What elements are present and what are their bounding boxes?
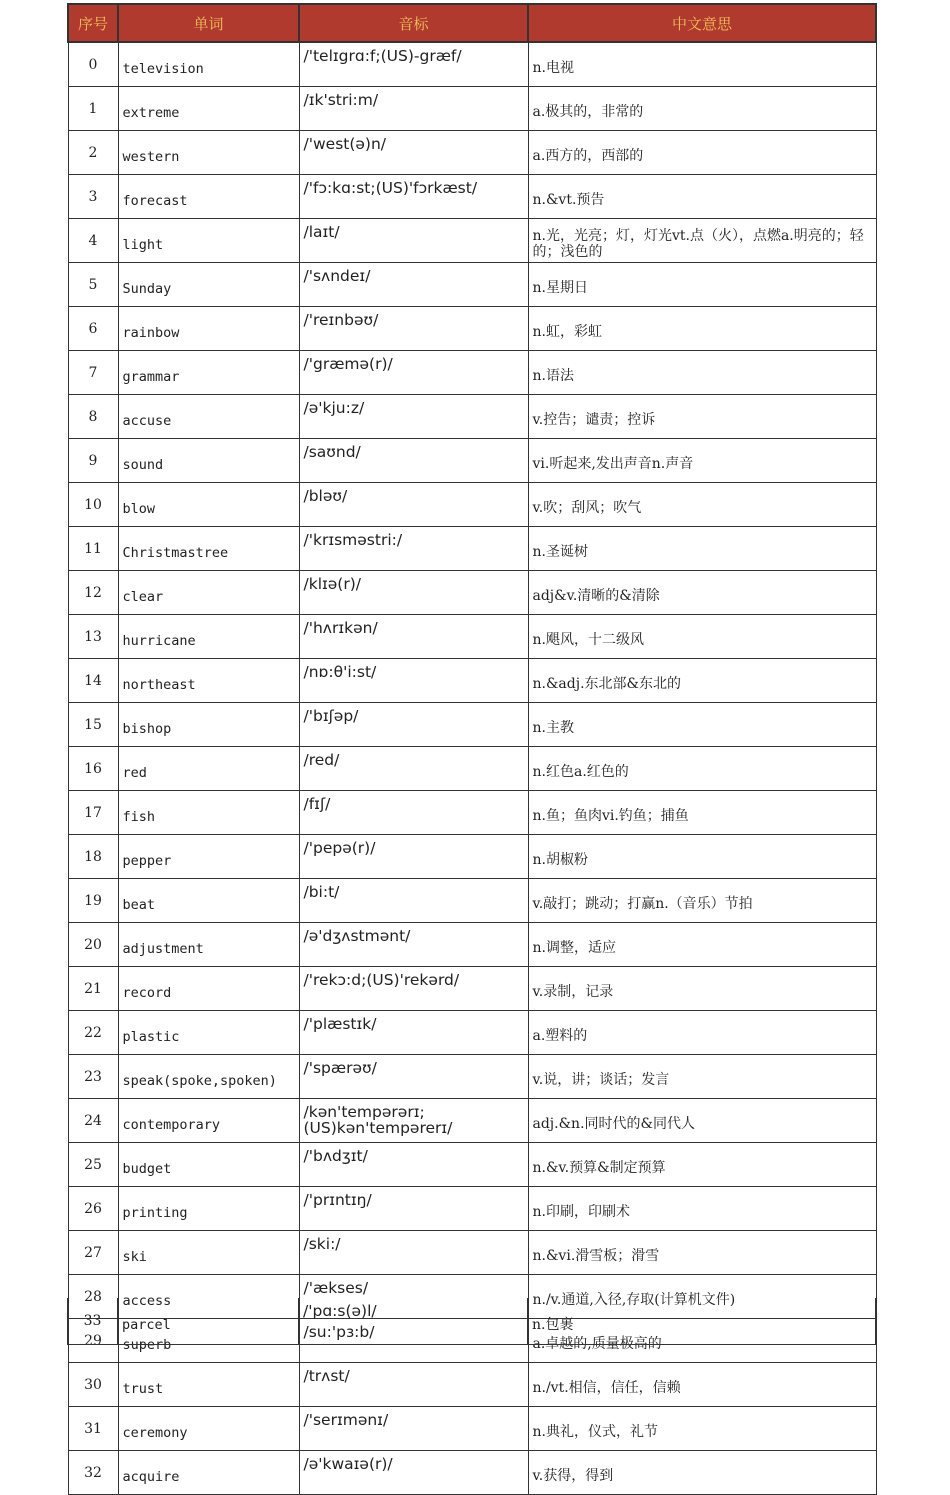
row-phonetic: /'west(ə)n/ bbox=[299, 131, 528, 175]
row-index: 21 bbox=[68, 967, 118, 1011]
row-index: 2 bbox=[68, 131, 118, 175]
row-index: 27 bbox=[68, 1231, 118, 1275]
row-phonetic: /kən'tempərərɪ;(US)kən'tempərerɪ/ bbox=[299, 1099, 528, 1143]
row-word: record bbox=[118, 967, 299, 1011]
row-index: 25 bbox=[68, 1143, 118, 1187]
row-index: 30 bbox=[68, 1363, 118, 1407]
row-word: parcel bbox=[118, 1298, 299, 1345]
row-meaning: v.获得，得到 bbox=[528, 1451, 876, 1495]
row-meaning: n.鱼；鱼肉vi.钓鱼；捕鱼 bbox=[528, 791, 876, 835]
row-index: 8 bbox=[68, 395, 118, 439]
row-meaning: n.&vt.预告 bbox=[528, 175, 876, 219]
row-phonetic: /'reɪnbəʊ/ bbox=[299, 307, 528, 351]
table-row bbox=[68, 1099, 876, 1143]
row-phonetic: /'sʌndeɪ/ bbox=[299, 263, 528, 307]
row-index: 5 bbox=[68, 263, 118, 307]
table-row bbox=[68, 1143, 876, 1187]
row-word: bishop bbox=[118, 703, 299, 747]
row-phonetic: /'serɪmənɪ/ bbox=[299, 1407, 528, 1451]
row-word: forecast bbox=[118, 175, 299, 219]
table-row bbox=[68, 835, 876, 879]
row-phonetic: /bləʊ/ bbox=[299, 483, 528, 527]
row-phonetic: /klɪə(r)/ bbox=[299, 571, 528, 615]
table-row bbox=[68, 1187, 876, 1231]
row-phonetic: /fɪʃ/ bbox=[299, 791, 528, 835]
header-phonetic: 音标 bbox=[299, 4, 528, 42]
row-meaning: n./v.通道,入径,存取(计算机文件) bbox=[528, 1275, 876, 1319]
row-phonetic: /ə'kwaɪə(r)/ bbox=[299, 1451, 528, 1495]
row-phonetic: /'krɪsməstri:/ bbox=[299, 527, 528, 571]
row-word: fish bbox=[118, 791, 299, 835]
row-meaning: v.控告；谴责；控诉 bbox=[528, 395, 876, 439]
row-phonetic: /ski:/ bbox=[299, 1231, 528, 1275]
row-word: Christmastree bbox=[118, 527, 299, 571]
row-phonetic: /'fɔ:kɑ:st;(US)'fɔrkæst/ bbox=[299, 175, 528, 219]
table-row bbox=[68, 747, 876, 791]
table-row bbox=[68, 439, 876, 483]
row-meaning: n.圣诞树 bbox=[528, 527, 876, 571]
row-phonetic: /'rekɔ:d;(US)'rekərd/ bbox=[299, 967, 528, 1011]
table-row bbox=[68, 175, 876, 219]
table-row bbox=[68, 571, 876, 615]
continued-table-body bbox=[68, 1298, 876, 1345]
row-phonetic: /'prɪntɪŋ/ bbox=[299, 1187, 528, 1231]
row-index: 23 bbox=[68, 1055, 118, 1099]
table-row bbox=[68, 483, 876, 527]
continued-table bbox=[67, 1298, 876, 1345]
row-index: 20 bbox=[68, 923, 118, 967]
row-meaning: n.&v.预算&制定预算 bbox=[528, 1143, 876, 1187]
row-word: accuse bbox=[118, 395, 299, 439]
row-index: 22 bbox=[68, 1011, 118, 1055]
row-index: 13 bbox=[68, 615, 118, 659]
row-index: 24 bbox=[68, 1099, 118, 1143]
table-row bbox=[68, 87, 876, 131]
row-word: western bbox=[118, 131, 299, 175]
row-phonetic: /saʊnd/ bbox=[299, 439, 528, 483]
row-phonetic: /red/ bbox=[299, 747, 528, 791]
row-word: trust bbox=[118, 1363, 299, 1407]
row-word: pepper bbox=[118, 835, 299, 879]
row-index: 31 bbox=[68, 1407, 118, 1451]
table-row bbox=[68, 1363, 876, 1407]
row-phonetic: /su:'pɜ:b/ bbox=[299, 1319, 528, 1363]
row-phonetic: /ə'kju:z/ bbox=[299, 395, 528, 439]
row-index: 3 bbox=[68, 175, 118, 219]
table-row bbox=[68, 615, 876, 659]
header-row bbox=[68, 4, 876, 42]
row-meaning: n.&vi.滑雪板；滑雪 bbox=[528, 1231, 876, 1275]
row-word: printing bbox=[118, 1187, 299, 1231]
row-index: 14 bbox=[68, 659, 118, 703]
row-word: ski bbox=[118, 1231, 299, 1275]
row-index: 6 bbox=[68, 307, 118, 351]
row-word: northeast bbox=[118, 659, 299, 703]
row-meaning: n.星期日 bbox=[528, 263, 876, 307]
row-word: hurricane bbox=[118, 615, 299, 659]
table-row bbox=[68, 1231, 876, 1275]
row-phonetic: /ə'dʒʌstmənt/ bbox=[299, 923, 528, 967]
vocabulary-table-container bbox=[67, 3, 875, 1495]
header-word: 单词 bbox=[118, 4, 299, 42]
header-meaning: 中文意思 bbox=[528, 4, 876, 42]
row-index: 15 bbox=[68, 703, 118, 747]
row-meaning: vi.听起来,发出声音n.声音 bbox=[528, 439, 876, 483]
row-word: access bbox=[118, 1275, 299, 1319]
row-word: plastic bbox=[118, 1011, 299, 1055]
row-meaning: a.卓越的,质量极高的 bbox=[528, 1319, 876, 1363]
row-meaning: v.说，讲；谈话；发言 bbox=[528, 1055, 876, 1099]
row-phonetic: /nɒ:θ'i:st/ bbox=[299, 659, 528, 703]
row-meaning: n./vt.相信，信任，信赖 bbox=[528, 1363, 876, 1407]
row-phonetic: /'græmə(r)/ bbox=[299, 351, 528, 395]
row-index: 11 bbox=[68, 527, 118, 571]
row-index: 32 bbox=[68, 1451, 118, 1495]
row-word: rainbow bbox=[118, 307, 299, 351]
table-row bbox=[68, 703, 876, 747]
table-row bbox=[68, 1298, 876, 1345]
row-index: 28 bbox=[68, 1275, 118, 1319]
row-word: budget bbox=[118, 1143, 299, 1187]
row-phonetic: /'pepə(r)/ bbox=[299, 835, 528, 879]
row-index: 9 bbox=[68, 439, 118, 483]
row-meaning: adj&v.清晰的&清除 bbox=[528, 571, 876, 615]
row-index: 1 bbox=[68, 87, 118, 131]
row-meaning: n.电视 bbox=[528, 42, 876, 87]
row-meaning: n.胡椒粉 bbox=[528, 835, 876, 879]
table-row bbox=[68, 42, 876, 87]
row-phonetic: /bi:t/ bbox=[299, 879, 528, 923]
row-phonetic: /'hʌrɪkən/ bbox=[299, 615, 528, 659]
row-index: 12 bbox=[68, 571, 118, 615]
row-index: 19 bbox=[68, 879, 118, 923]
table-row bbox=[68, 351, 876, 395]
table-row bbox=[68, 967, 876, 1011]
row-phonetic: /'plæstɪk/ bbox=[299, 1011, 528, 1055]
row-meaning: v.敲打；跳动；打赢n.（音乐）节拍 bbox=[528, 879, 876, 923]
table-row bbox=[68, 1407, 876, 1451]
row-word: beat bbox=[118, 879, 299, 923]
row-meaning: n.语法 bbox=[528, 351, 876, 395]
row-phonetic: /'pɑ:s(ə)l/ bbox=[299, 1298, 528, 1345]
row-meaning: v.吹；刮风；吹气 bbox=[528, 483, 876, 527]
continued-table-container bbox=[67, 1298, 875, 1345]
row-word: superb bbox=[118, 1319, 299, 1363]
row-phonetic: /ɪk'stri:m/ bbox=[299, 87, 528, 131]
table-row bbox=[68, 923, 876, 967]
row-word: contemporary bbox=[118, 1099, 299, 1143]
table-row bbox=[68, 1011, 876, 1055]
row-index: 16 bbox=[68, 747, 118, 791]
table-body bbox=[68, 42, 876, 1495]
row-word: grammar bbox=[118, 351, 299, 395]
row-meaning: adj.&n.同时代的&同代人 bbox=[528, 1099, 876, 1143]
header-index: 序号 bbox=[68, 4, 118, 42]
row-meaning: n.主教 bbox=[528, 703, 876, 747]
row-meaning: n.典礼，仪式，礼节 bbox=[528, 1407, 876, 1451]
row-index: 10 bbox=[68, 483, 118, 527]
row-word: light bbox=[118, 219, 299, 263]
row-meaning: n.包裹 bbox=[528, 1298, 876, 1345]
row-meaning: a.西方的，西部的 bbox=[528, 131, 876, 175]
row-word: Sunday bbox=[118, 263, 299, 307]
table-row bbox=[68, 1055, 876, 1099]
row-index: 4 bbox=[68, 219, 118, 263]
table-row bbox=[68, 1451, 876, 1495]
row-index: 26 bbox=[68, 1187, 118, 1231]
row-phonetic: /'spærəʊ/ bbox=[299, 1055, 528, 1099]
row-word: adjustment bbox=[118, 923, 299, 967]
row-meaning: n.光，光亮；灯，灯光vt.点（火），点燃a.明亮的；轻的；浅色的 bbox=[528, 219, 876, 263]
row-meaning: n.&adj.东北部&东北的 bbox=[528, 659, 876, 703]
row-index: 7 bbox=[68, 351, 118, 395]
row-meaning: n.印刷，印刷术 bbox=[528, 1187, 876, 1231]
row-phonetic: /laɪt/ bbox=[299, 219, 528, 263]
row-word: clear bbox=[118, 571, 299, 615]
table-row bbox=[68, 131, 876, 175]
row-index: 18 bbox=[68, 835, 118, 879]
row-word: ceremony bbox=[118, 1407, 299, 1451]
table-row bbox=[68, 527, 876, 571]
row-word: blow bbox=[118, 483, 299, 527]
table-row bbox=[68, 659, 876, 703]
row-phonetic: /trʌst/ bbox=[299, 1363, 528, 1407]
row-word: extreme bbox=[118, 87, 299, 131]
row-meaning: n.调整，适应 bbox=[528, 923, 876, 967]
row-word: speak(spoke,spoken) bbox=[118, 1055, 299, 1099]
vocabulary-table bbox=[67, 3, 877, 1495]
row-word: sound bbox=[118, 439, 299, 483]
row-index: 29 bbox=[68, 1319, 118, 1363]
row-phonetic: /'bʌdʒɪt/ bbox=[299, 1143, 528, 1187]
table-row bbox=[68, 879, 876, 923]
row-meaning: n.红色a.红色的 bbox=[528, 747, 876, 791]
row-phonetic: /'bɪʃəp/ bbox=[299, 703, 528, 747]
table-row bbox=[68, 791, 876, 835]
row-meaning: n.飓风，十二级风 bbox=[528, 615, 876, 659]
row-word: television bbox=[118, 42, 299, 87]
row-meaning: a.极其的，非常的 bbox=[528, 87, 876, 131]
row-index: 17 bbox=[68, 791, 118, 835]
row-meaning: a.塑料的 bbox=[528, 1011, 876, 1055]
row-index: 33 bbox=[68, 1298, 118, 1345]
row-word: acquire bbox=[118, 1451, 299, 1495]
row-meaning: v.录制，记录 bbox=[528, 967, 876, 1011]
row-meaning: n.虹，彩虹 bbox=[528, 307, 876, 351]
table-row bbox=[68, 395, 876, 439]
table-row bbox=[68, 219, 876, 263]
row-index: 0 bbox=[68, 42, 118, 87]
row-word: red bbox=[118, 747, 299, 791]
table-row bbox=[68, 263, 876, 307]
row-phonetic: /'ækses/ bbox=[299, 1275, 528, 1319]
table-row bbox=[68, 307, 876, 351]
row-phonetic: /'telɪgrɑ:f;(US)-græf/ bbox=[299, 42, 528, 87]
